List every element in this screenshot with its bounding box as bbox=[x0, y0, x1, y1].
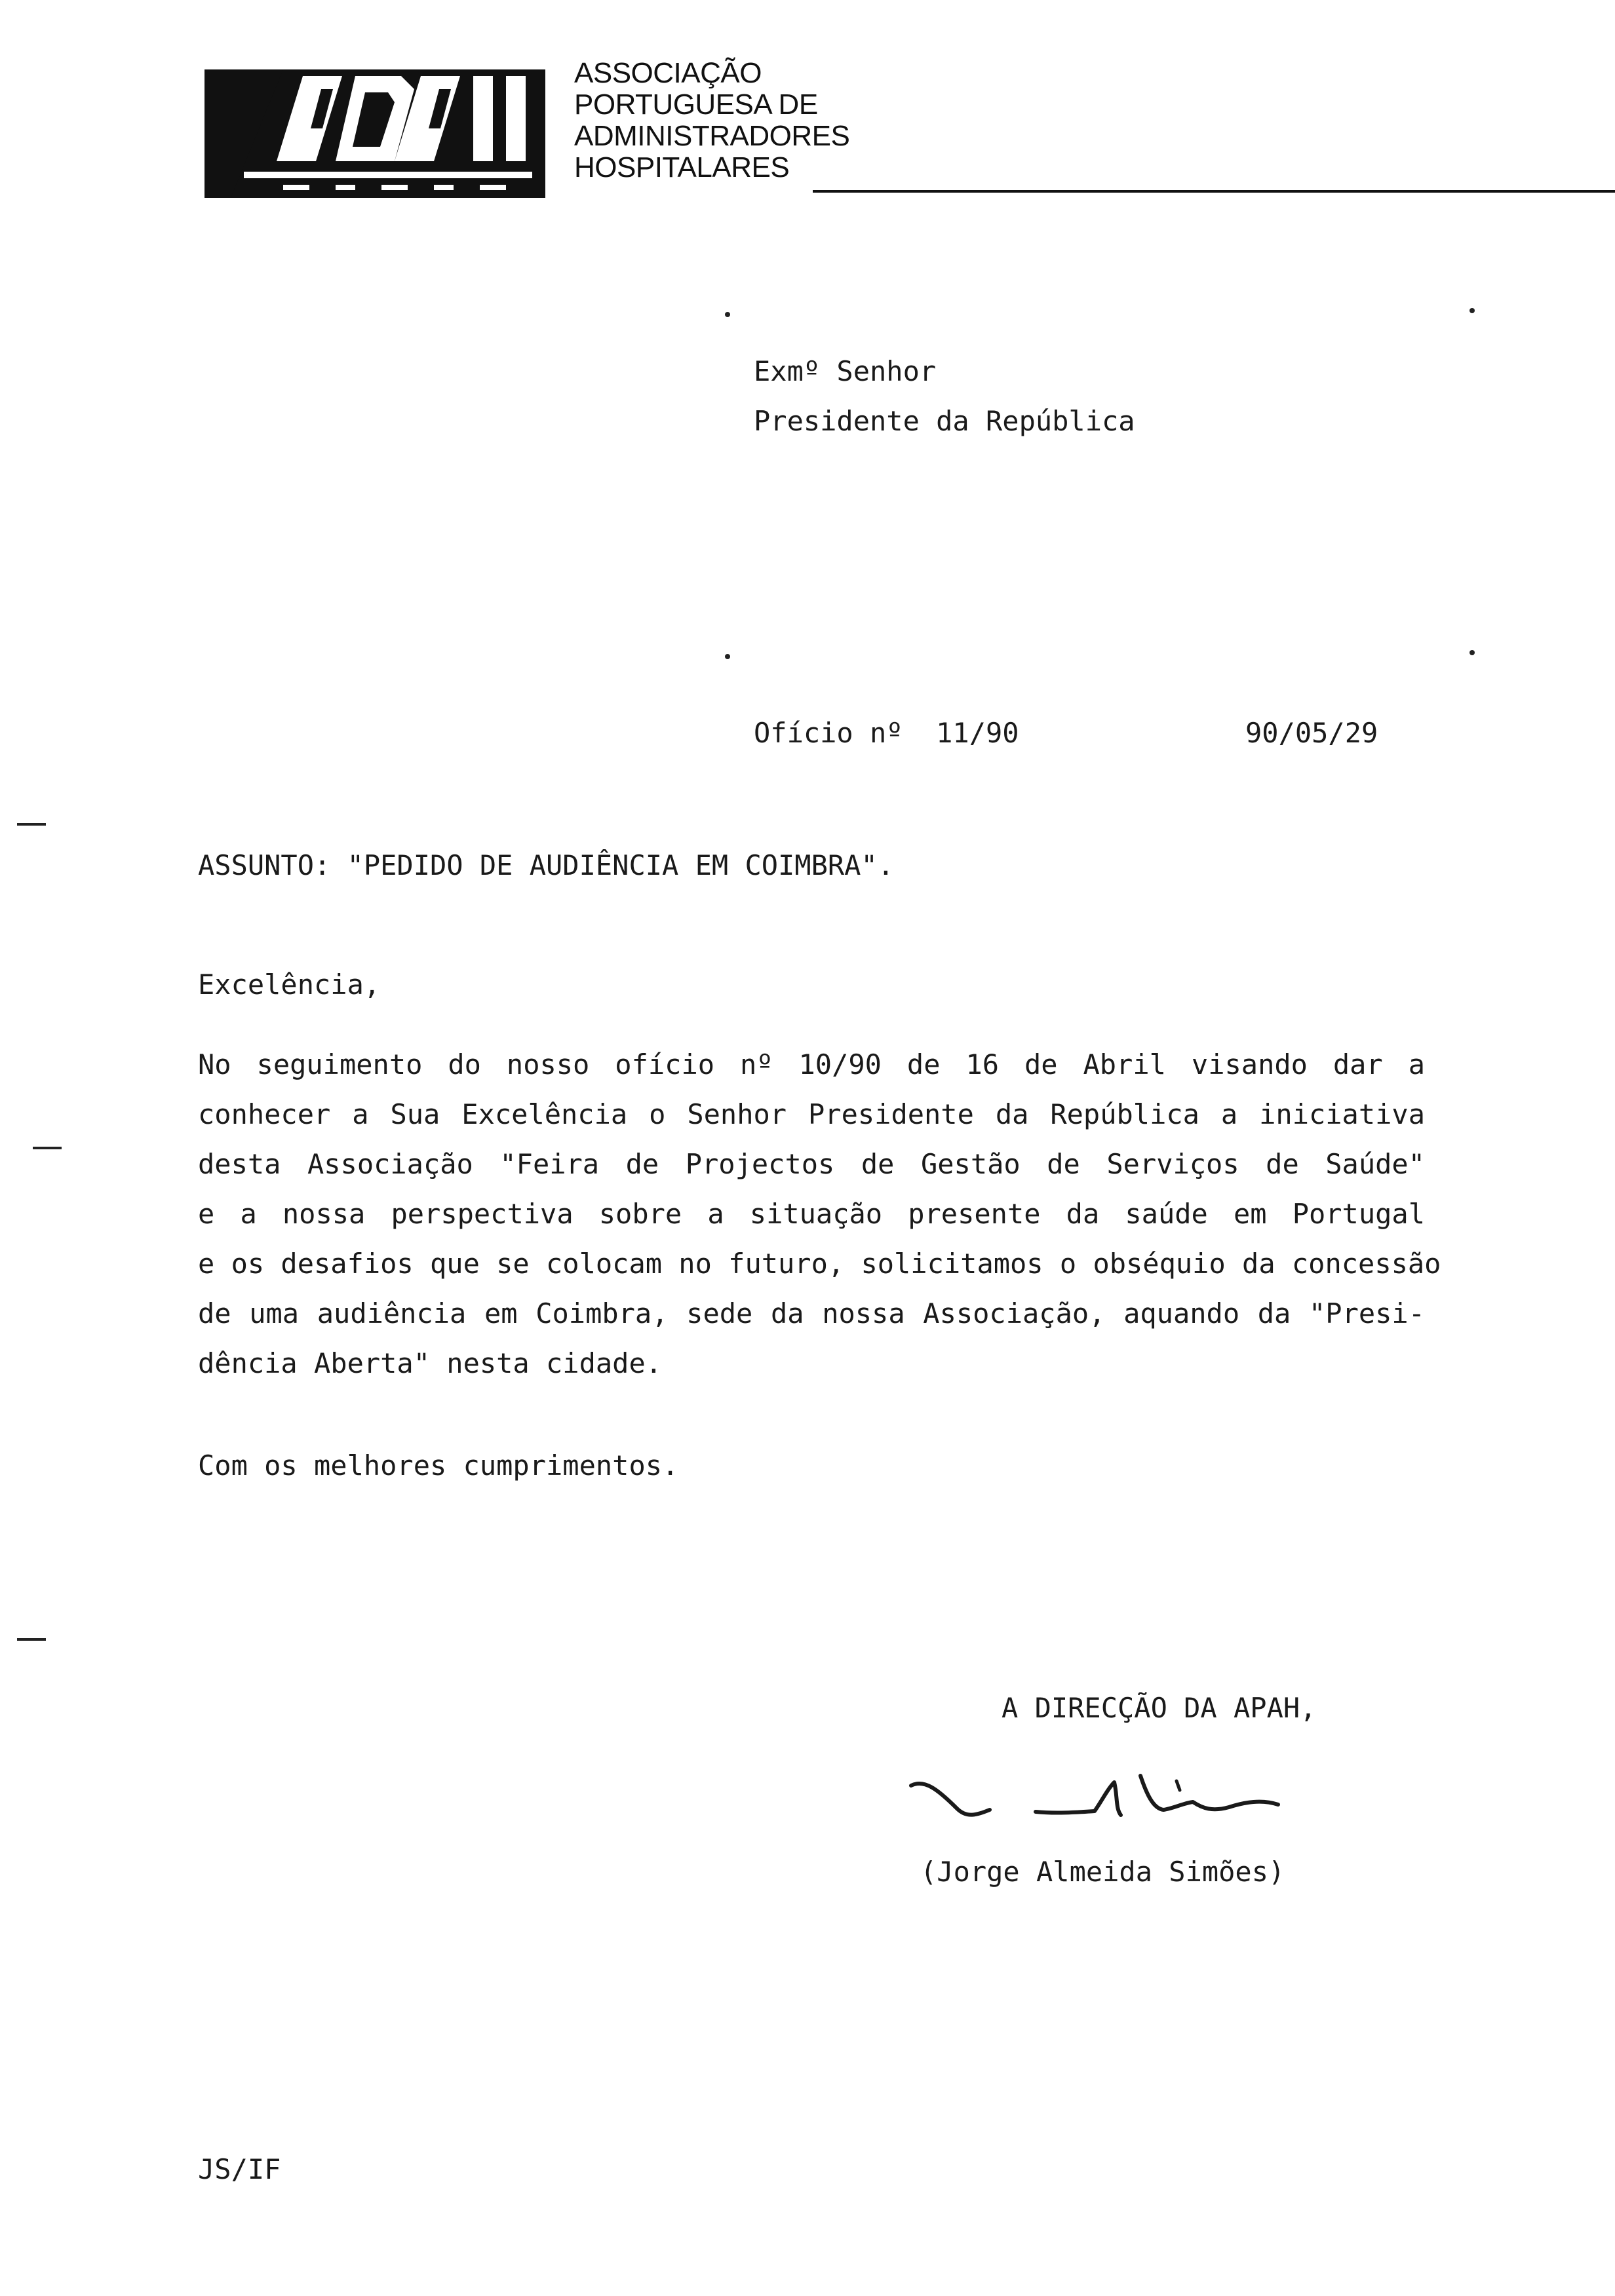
body-line-6: de uma audiência em Coimbra, sede da nossa Associação, aquando da "Presi- bbox=[198, 1297, 1425, 1330]
signature-tick bbox=[1177, 1781, 1180, 1790]
handwritten-signature bbox=[905, 1750, 1311, 1848]
organization-name bbox=[574, 58, 849, 183]
body-line-4: e a nossa perspectiva sobre a situação presente da saúde em Portugal bbox=[198, 1198, 1425, 1230]
org-name-line-1: ASSOCIAÇÃO bbox=[574, 57, 762, 89]
body-line-2: conhecer a Sua Excelência o Senhor Presidente da República a iniciativa bbox=[198, 1098, 1425, 1130]
typist-initials: JS/IF bbox=[198, 2153, 281, 2185]
recipient-salutation: Exmº Senhor bbox=[754, 355, 937, 387]
address-mark-top-right bbox=[1469, 308, 1475, 313]
letter-date: 90/05/29 bbox=[1245, 717, 1378, 749]
signature-title: A DIRECÇÃO DA APAH, bbox=[1002, 1692, 1317, 1724]
org-name-line-2: PORTUGUESA DE bbox=[574, 88, 818, 121]
apah-logo bbox=[204, 63, 545, 201]
fold-mark-2 bbox=[33, 1147, 62, 1149]
org-name-line-4: HOSPITALARES bbox=[574, 151, 790, 183]
org-name-line-3: ADMINISTRADORES bbox=[574, 120, 850, 152]
address-mark-bottom-left bbox=[725, 654, 730, 659]
body-line-7: dência Aberta" nesta cidade. bbox=[198, 1347, 663, 1379]
letterhead-rule bbox=[813, 190, 1615, 193]
oficio-number: Ofício nº 11/90 bbox=[754, 717, 1019, 749]
closing: Com os melhores cumprimentos. bbox=[198, 1449, 679, 1482]
body-line-1: No seguimento do nosso ofício nº 10/90 de 16 de Abril visando dar a bbox=[198, 1048, 1425, 1081]
body-line-5: e os desafios que se colocam no futuro, solicitamos o obséquio da concessão bbox=[198, 1248, 1441, 1280]
greeting: Excelência, bbox=[198, 968, 381, 1001]
address-mark-top-left bbox=[725, 312, 730, 317]
body-line-3: desta Associação "Feira de Projectos de Gestão de Serviços de Saúde" bbox=[198, 1148, 1425, 1180]
recipient-position: Presidente da República bbox=[754, 405, 1135, 437]
signature-stroke bbox=[911, 1776, 1278, 1815]
subject-line: ASSUNTO: "PEDIDO DE AUDIÊNCIA EM COIMBRA". bbox=[198, 849, 895, 881]
fold-mark-1 bbox=[17, 823, 46, 826]
signatory-name: (Jorge Almeida Simões) bbox=[920, 1856, 1285, 1888]
address-mark-bottom-right bbox=[1469, 650, 1475, 655]
fold-mark-3 bbox=[17, 1638, 46, 1641]
apah-logo-mark bbox=[204, 69, 545, 198]
